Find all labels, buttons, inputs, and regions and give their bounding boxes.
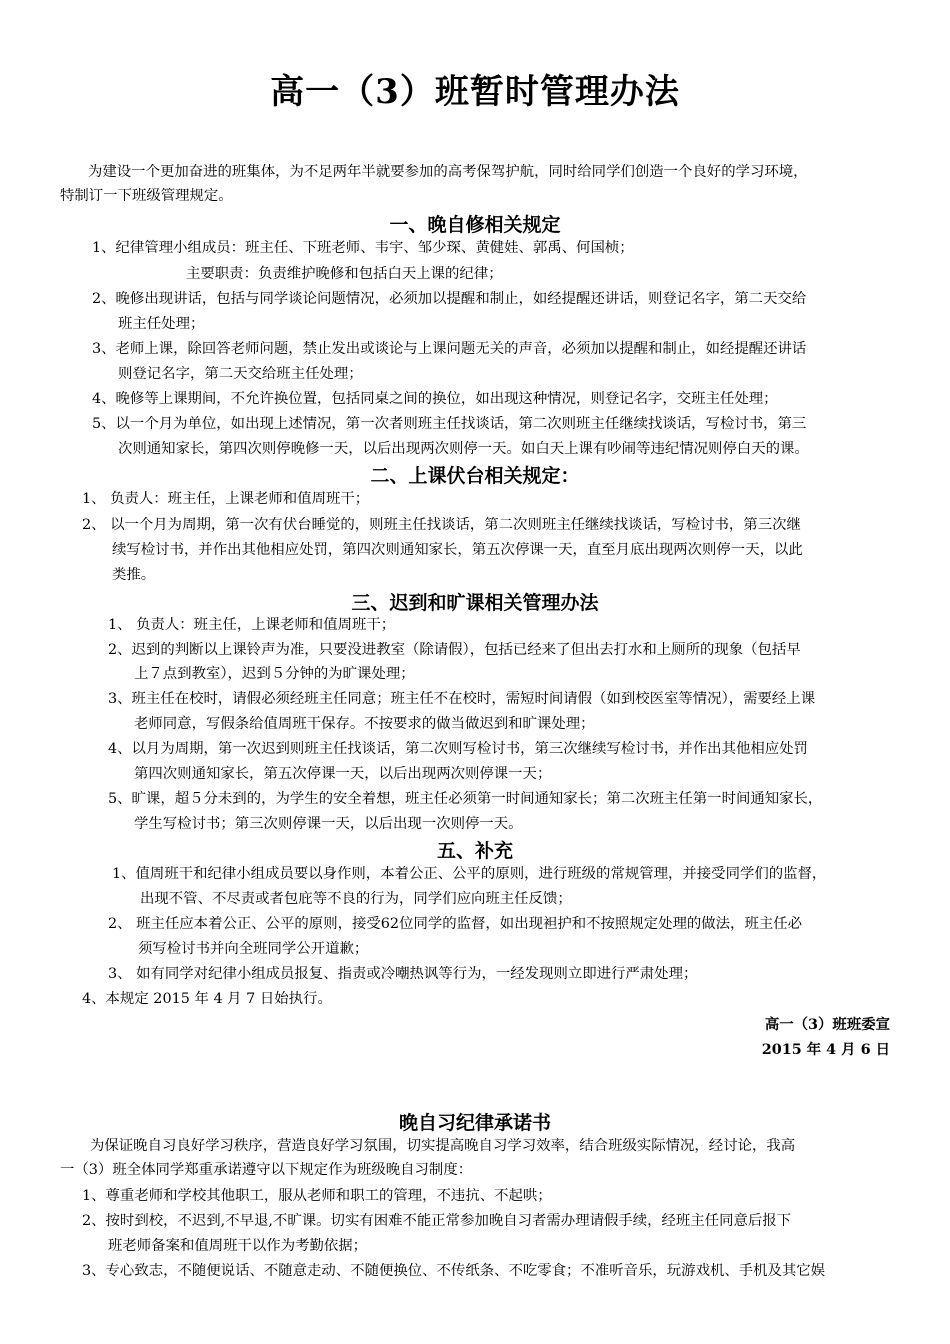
section-5-heading: 五、补充 [436,840,513,862]
s5-item-3: 3、 如有同学对纪律小组成员报复、指责或冷嘲热讽等行为，一经发现则立即进行严肃处理； [108,966,698,982]
s5-item-1-line-1: 1、值周班干和纪律小组成员要以身作则，本着公正、公平的原则，进行班级的常规管理，并接受同学们的监督， [112,866,827,882]
section-1-heading: 一、晚自修相关规定 [389,214,561,236]
s1-item-1: 1、纪律管理小组成员：班主任、下班老师、韦宇、邹少琛、黄健娃、郭禹、何国桢； [92,240,634,256]
s1-item-2-line-1: 2、晚修出现讲话，包括与同学谈论问题情况，必须加以提醒和制止，如经提醒还讲话，则登记名字，第二天交给 [92,291,807,307]
signature-date: 2015 年 4 月 6 日 [761,1041,890,1058]
intro-line-1: 为建设一个更加奋进的班集体，为不足两年半就要参加的高考保驾护航，同时给同学们创造一个良好的学习环境， [88,164,808,180]
pledge-heading: 晚自习纪律承诺书 [398,1112,551,1134]
signature-org: 高一（3）班班委宣 [764,1016,890,1033]
pledge-intro-line-2: 一（3）班全体同学郑重承诺遵守以下规定作为班级晚自习制度： [60,1162,473,1178]
s3-item-1: 1、 负责人：班主任，上课老师和值周班干； [108,617,396,633]
s1-item-4: 4、晚修等上课期间，不允许换位置，包括同桌之间的换位，如出现这种情况，则登记名字，交班主任处理； [92,391,778,407]
section-3-heading: 三、迟到和旷课相关管理办法 [351,592,599,614]
s1-item-3-line-2: 则登记名字，第二天交给班主任处理； [118,366,363,382]
section-2-heading: 二、上课伏台相关规定： [370,465,580,487]
intro-line-2: 特制订一下班级管理规定。 [60,188,233,204]
s3-item-3-line-2: 老师同意，写假条给值周班干保存。不按要求的做当做迟到和旷课处理； [134,716,595,732]
pledge-intro-line-1: 为保证晚自习良好学习秩序，营造良好学习氛围，切实提高晚自习学习效率，结合班级实际情况，经讨论，我高 [90,1138,796,1154]
s2-item-2-line-1: 2、 以一个月为周期，第一次有伏台睡觉的，则班主任找谈话，第二次则班主任继续找谈话，写检讨书，第三次继 [82,517,801,533]
s2-item-1: 1、 负责人：班主任，上课老师和值周班干； [82,491,370,507]
s5-item-4: 4、本规定 2015 年 4 月 7 日始执行。 [82,991,332,1007]
s5-item-2-line-1: 2、 班主任应本着公正、公平的原则，接受62位同学的监督，如出现袒护和不按照规定处理的做法，班主任必 [108,916,803,932]
s3-item-5-line-1: 5、旷课，超５分未到的，为学生的安全着想，班主任必须第一时间通知家长；第二次班主任第一时间通知家长， [108,791,823,807]
s3-item-5-line-2: 学生写检讨书；第三次则停课一天，以后出现一次则停一天。 [134,816,523,832]
s3-item-2-line-1: 2、迟到的判断以上课铃声为准，只要没进教室（除请假），包括已经来了但出去打水和上厕所的现象（包括早 [108,642,801,658]
s1-item-1-duty: 主要职责：负责维护晚修和包括白天上课的纪律； [186,266,503,282]
s3-item-4-line-1: 4、以月为周期，第一次迟到则班主任找谈话，第二次则写检讨书，第三次继续写检讨书，并作出其他相应处罚 [108,741,808,757]
pledge-item-3: 3、专心致志，不随便说话、不随意走动、不随便换位、不传纸条、不吃零食；不准听音乐，玩游戏机、手机及其它娱 [82,1263,826,1279]
s5-item-1-line-2: 出现不管、不尽责或者包庇等不良的行为，同学们应向班主任反馈； [140,891,572,907]
s1-item-3-line-1: 3、老师上课，除回答老师问题，禁止发出或谈论与上课问题无关的声音，必须加以提醒和制止，如经提醒还讲话 [92,341,807,357]
s2-item-2-line-2: 续写检讨书，并作出其他相应处罚，第四次则通知家长，第五次停课一天，直至月底出现两次则停一天，以此 [112,542,803,558]
s3-item-4-line-2: 第四次则通知家长，第五次停课一天，以后出现两次则停课一天； [134,766,552,782]
document-title: 高一（3）班暂时管理办法 [270,72,680,112]
s5-item-2-line-2: 须写检讨书并向全班同学公开道歉； [138,941,369,957]
s3-item-3-line-1: 3、班主任在校时，请假必须经班主任同意；班主任不在校时，需短时间请假（如到校医室等情况），需要经上课 [108,691,816,707]
pledge-item-1: 1、尊重老师和学校其他职工，服从老师和职工的管理，不违抗、不起哄； [82,1188,552,1204]
s1-item-5-line-1: 5、以一个月为单位，如出现上述情况，第一次者则班主任找谈话，第二次则班主任继续找谈话，写检讨书，第三 [92,416,807,432]
s3-item-2-line-2: 上７点到教室），迟到５分钟的为旷课处理； [134,666,415,682]
s1-item-2-line-2: 班主任处理； [118,316,205,332]
s2-item-2-line-3: 类推。 [112,567,156,583]
pledge-item-2-line-2: 班老师备案和值周班干以作为考勤依据； [108,1238,368,1254]
s1-item-5-line-2: 次则通知家长，第四次则停晚修一天，以后出现两次则停一天。如白天上课有吵闹等违纪情况则停白天的课。 [118,441,809,457]
pledge-item-2-line-1: 2、按时到校，不迟到,不早退,不旷课。切实有困难不能正常参加晚自习者需办理请假手续，经班主任同意后报下 [82,1213,792,1229]
